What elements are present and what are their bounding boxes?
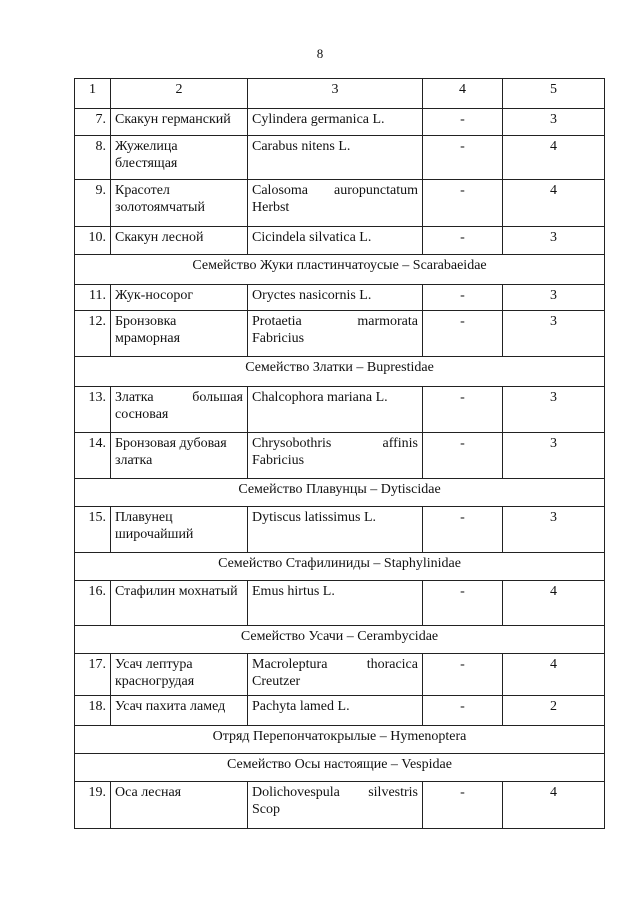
header-cell: 2 [111,79,248,109]
species-name: Златка большая сосновая [111,387,248,433]
latin-name: Macroleptura thoracica Creutzer [248,654,423,696]
family-heading: Семейство Осы настоящие – Vespidae [75,754,605,782]
category-value: 3 [503,227,605,255]
table-row [75,180,605,227]
col4-value: - [423,433,503,479]
col4-value: - [423,311,503,357]
row-number: 9. [75,180,111,227]
family-section-row [75,553,605,581]
category-value: 4 [503,654,605,696]
species-name: Бронзовая дубовая златка [111,433,248,479]
row-number: 10. [75,227,111,255]
col4-value: - [423,136,503,180]
latin-name: Protaetia marmorata Fabricius [248,311,423,357]
col4-value: - [423,654,503,696]
category-value: 3 [503,285,605,311]
category-value: 3 [503,311,605,357]
latin-name: Chalcophora mariana L. [248,387,423,433]
family-section-row [75,754,605,782]
category-value: 3 [503,387,605,433]
latin-name: Carabus nitens L. [248,136,423,180]
row-number: 7. [75,109,111,136]
family-section-row [75,357,605,387]
header-cell: 3 [248,79,423,109]
header-cell: 1 [75,79,111,109]
family-heading: Семейство Златки – Buprestidae [75,357,605,387]
latin-name: Cylindera germanica L. [248,109,423,136]
table-row [75,136,605,180]
row-number: 12. [75,311,111,357]
col4-value: - [423,285,503,311]
col4-value: - [423,387,503,433]
table-row [75,285,605,311]
species-name: Бронзовка мраморная [111,311,248,357]
order-section-row [75,726,605,754]
latin-name: Dytiscus latissimus L. [248,507,423,553]
category-value: 4 [503,136,605,180]
latin-name: Emus hirtus L. [248,581,423,626]
category-value: 3 [503,109,605,136]
family-heading: Семейство Жуки пластинчатоусые – Scarabaeidae [75,255,605,285]
col4-value: - [423,507,503,553]
category-value: 4 [503,581,605,626]
family-section-row [75,479,605,507]
family-heading: Семейство Плавунцы – Dytiscidae [75,479,605,507]
table-row [75,581,605,626]
row-number: 14. [75,433,111,479]
category-value: 3 [503,507,605,553]
family-section-row [75,255,605,285]
latin-name: Pachyta lamed L. [248,696,423,726]
family-section-row [75,626,605,654]
table-row [75,387,605,433]
table-row [75,311,605,357]
row-number: 8. [75,136,111,180]
species-name: Скакун лесной [111,227,248,255]
category-value: 4 [503,782,605,829]
family-heading: Семейство Усачи – Cerambycidae [75,626,605,654]
table-row [75,109,605,136]
table-row [75,507,605,553]
col4-value: - [423,109,503,136]
latin-name: Calosoma auropunctatum Herbst [248,180,423,227]
col4-value: - [423,227,503,255]
row-number: 19. [75,782,111,829]
col4-value: - [423,581,503,626]
row-number: 18. [75,696,111,726]
species-table [74,78,605,829]
family-heading: Семейство Стафилиниды – Staphylinidae [75,553,605,581]
row-number: 11. [75,285,111,311]
row-number: 15. [75,507,111,553]
species-name: Жук-носорог [111,285,248,311]
table-header-row [75,79,605,109]
species-name: Скакун германский [111,109,248,136]
species-name: Стафилин мохнатый [111,581,248,626]
table-row [75,227,605,255]
row-number: 16. [75,581,111,626]
header-cell: 4 [423,79,503,109]
latin-name: Oryctes nasicornis L. [248,285,423,311]
table-row [75,433,605,479]
table-row [75,696,605,726]
category-value: 4 [503,180,605,227]
latin-name: Chrysobothris affinis Fabricius [248,433,423,479]
species-name: Жужелица блестящая [111,136,248,180]
species-name: Плавунец широчайший [111,507,248,553]
row-number: 17. [75,654,111,696]
species-name: Усач пахита ламед [111,696,248,726]
table-row [75,782,605,829]
table-row [75,654,605,696]
row-number: 13. [75,387,111,433]
species-name: Красотел золотоямчатый [111,180,248,227]
order-heading: Отряд Перепончатокрылые – Hymenoptera [75,726,605,754]
category-value: 3 [503,433,605,479]
col4-value: - [423,180,503,227]
header-cell: 5 [503,79,605,109]
latin-name: Cicindela silvatica L. [248,227,423,255]
species-name: Усач лептура красногрудая [111,654,248,696]
page-number: 8 [316,46,324,61]
latin-name: Dolichovespula silvestris Scop [248,782,423,829]
species-name: Оса лесная [111,782,248,829]
category-value: 2 [503,696,605,726]
col4-value: - [423,782,503,829]
col4-value: - [423,696,503,726]
